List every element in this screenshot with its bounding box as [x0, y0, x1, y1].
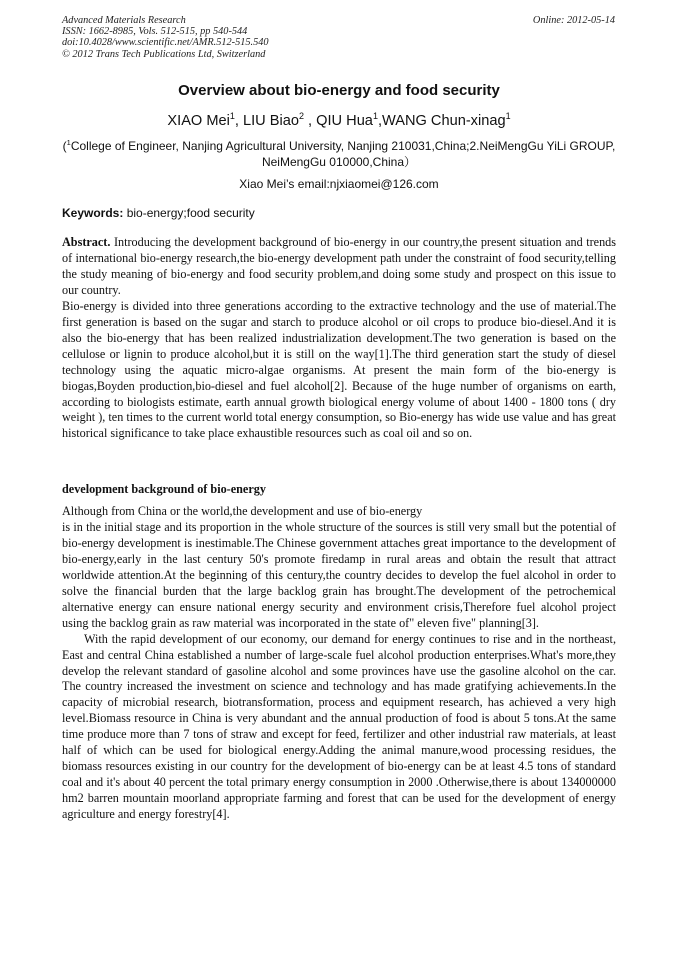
author-separator: , — [303, 113, 317, 129]
author-email: Xiao Mei’s email:njxiaomei@126.com — [239, 177, 439, 191]
abstract-label: Abstract. — [62, 235, 111, 249]
online-date: Online: 2012-05-14 — [532, 15, 615, 26]
copyright-line: © 2012 Trans Tech Publications Ltd, Switzerland — [62, 48, 266, 60]
intro-paragraph-1: is in the initial stage and its proportion in the whole structure of the sources is still very small but the potential of bio-energy development is inestimable.The Chinese government attaches great importance to the development of bio-energy,early in the last century 50's promote firedamp in rural areas and obtain the result that attract worldwide attention.At the beginning of this century,the country decides to develop the fuel alcohol in order to solve the financial burden that the large backlog grain has brought.The development of the petrochemical alternative energy can ensure national energy security and environment crisis,Therefore fuel alcohol project using the backlog grain as raw material was incorporated in the state of" eleven five" planning[3]. — [62, 519, 616, 630]
author-name: LIU Biao — [242, 113, 299, 129]
abstract-paragraph-2: Bio-energy is divided into three generations according to the extractive technology and the use of material.The first generation is based on the sugar and starch to produce alcohol or oil crops to produce bio-diesel.And it is also the bio-energy that has been realized industrialization development.The two generation is based on the cellulose or lignin to produce alcohol,but it is still on the way[1].The third generation start the study of diesel technology using the aquatic micro-algae organisms. At present the main form of the bio-energy is biogas,Boyden production,bio-diesel and fuel alcohol[2]. Because of the huge number of organisms on earth, according to biologists estimate, earth annual growth biological energy volume of about 1400 - 1800 tons ( dry weight ), ten times to the current world total energy consumption, so Bio-energy has wide use value and has great historical significance to take place exhaustible resources such as coal oil and so on. — [62, 298, 616, 441]
abstract — [62, 235, 616, 442]
journal-name: Advanced Materials Research — [62, 15, 186, 26]
author-affiliation-marker: 1 — [372, 111, 378, 121]
affiliation — [62, 138, 616, 170]
author-list — [62, 113, 616, 129]
affiliation-marker: 1 — [66, 138, 71, 147]
keywords-text: bio-energy;food security — [123, 206, 255, 220]
intro-paragraph-2: With the rapid development of our economy, our demand for energy continues to rise and in the northeast, East and central China established a number of large-scale fuel alcohol production enterprises.What's more,they develop the relevant standard of gasoline alcohol and some provinces have use the gasoline alcohol on the car. The country increased the investment on science and technology and has made gratifying achievements.In the capacity of microbial research, biotransformation, process and equipment research, has achieved a very high level.Biomass resource in China is very abundant and the annual production of food is about 5 tons.At the same time produce more than 7 tons of straw and except for feed, fertilizer and other industrial raw materials, at least half of which can be used for biological energy.Adding the animal manure,wood processing residues, the biomass resources existing in our country for the development of bio-energy can be at least 4.5 tons of standard coal and it's about 40 percent the total primary energy consumption in 2000 .Otherwise,there is about 134000000 hm2 barren mountain moorland appropriate farming and forest that can be used for the development of energy agriculture and energy forestry[4]. — [62, 631, 616, 822]
author-affiliation-marker: 2 — [298, 111, 304, 121]
keywords — [62, 206, 616, 220]
author-affiliation-marker: 1 — [229, 111, 235, 121]
author-name: XIAO Mei — [167, 113, 230, 129]
section-heading: development background of bio-energy — [62, 482, 266, 496]
issn-line: ISSN: 1662-8985, Vols. 512-515, pp 540-544 — [62, 26, 248, 38]
paper-title: Overview about bio-energy and food security — [178, 82, 500, 99]
abstract-text: Introducing the development background of bio-energy in our country,the present situation and trends of international bio-energy research,the bio-energy development path under the constraint of food security,telling the study meaning of bio-energy and food security problem,and doing some study and prospect on this issue to our country. — [62, 235, 616, 297]
author-separator: , — [234, 113, 243, 129]
affiliation-open: ( — [62, 139, 67, 153]
author-name: QIU Hua — [316, 113, 373, 129]
abstract-paragraph — [62, 235, 616, 299]
author-name: WANG Chun-xinag — [382, 113, 506, 129]
author-affiliation-marker: 1 — [505, 111, 511, 121]
section-body — [62, 504, 616, 823]
affiliation-text: College of Engineer, Nanjing Agricultural University, Nanjing 210031,China;2.NeiMengGu YiLi GROUP, NeiMengGu 010000,China） — [70, 139, 616, 169]
keywords-label: Keywords: — [62, 206, 124, 220]
doi-line: doi:10.4028/www.scientific.net/AMR.512-515.540 — [62, 37, 269, 49]
intro-first-line: Although from China or the world,the development and use of bio-energy — [62, 504, 423, 518]
author-separator: , — [377, 113, 383, 129]
journal-header — [62, 15, 269, 60]
